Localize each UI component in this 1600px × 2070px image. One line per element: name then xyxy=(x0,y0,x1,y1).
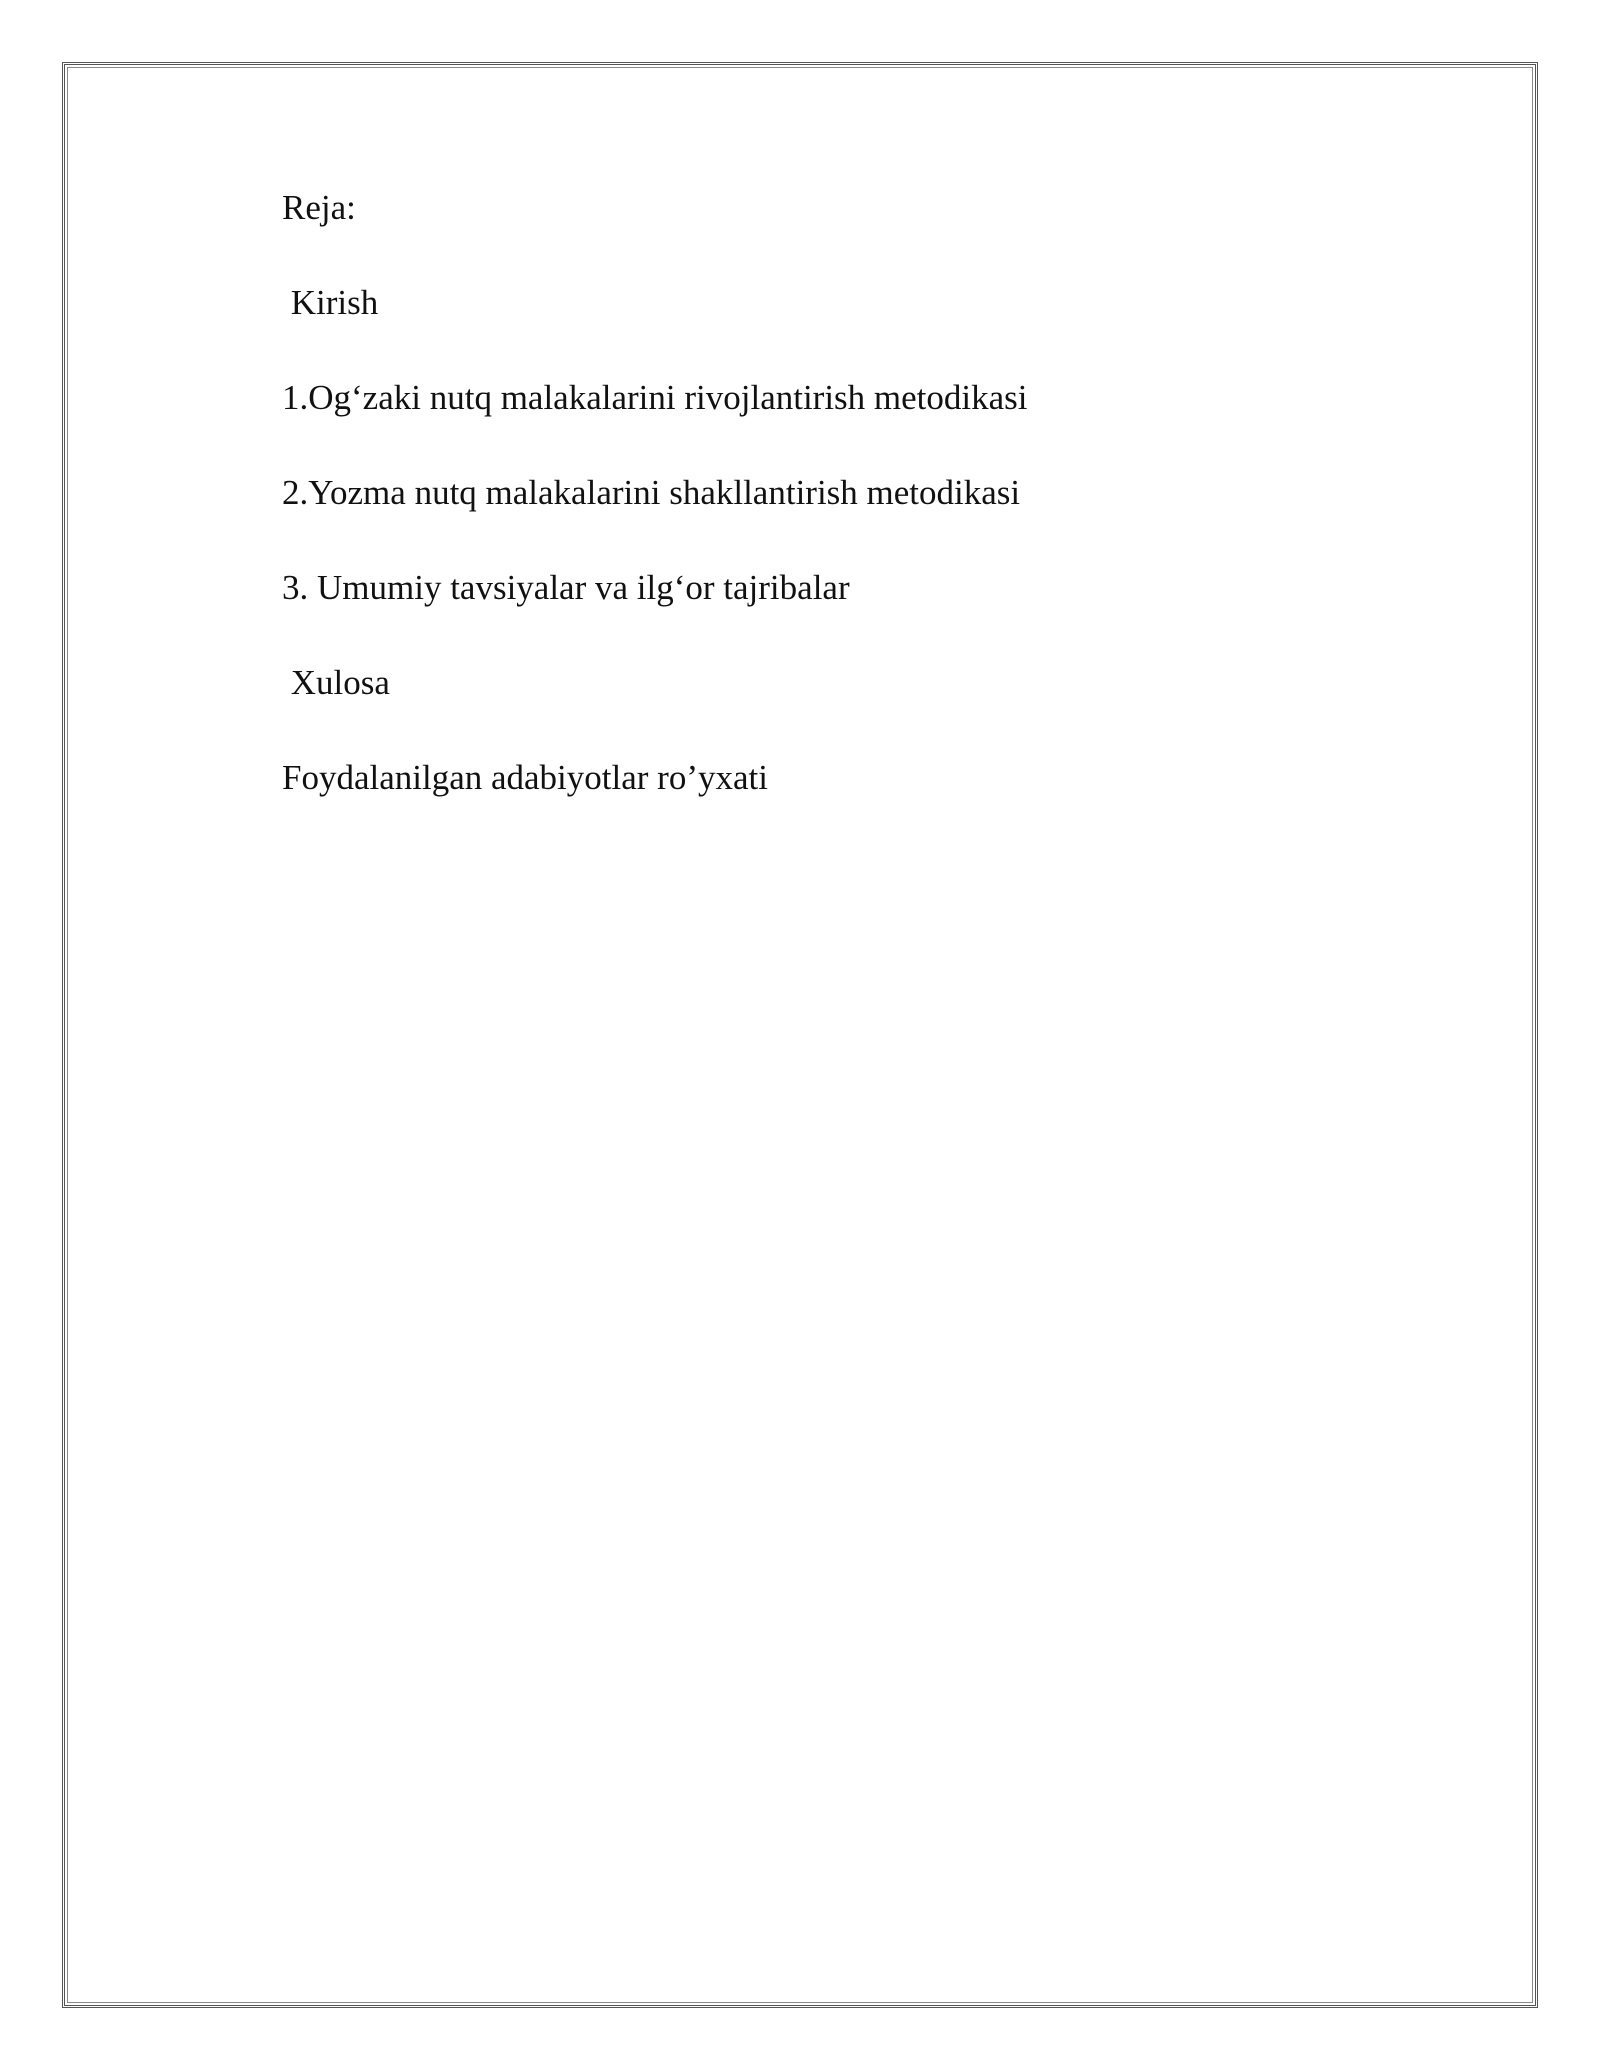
plan-item-conclusion: Xulosa xyxy=(282,663,390,702)
plan-item-references: Foydalanilgan adabiyotlar ro’yxati xyxy=(282,758,768,797)
plan-heading: Reja: xyxy=(282,188,356,227)
document-body xyxy=(282,188,1432,853)
plan-item-recommendations: 3. Umumiy tavsiyalar va ilg‘or tajribalar xyxy=(282,568,850,607)
plan-item-written-speech: 2.Yozma nutq malakalarini shakllantirish metodikasi xyxy=(282,473,1021,512)
plan-item-introduction: Kirish xyxy=(282,283,379,322)
plan-item-oral-speech: 1.Og‘zaki nutq malakalarini rivojlantirish metodikasi xyxy=(282,378,1028,417)
